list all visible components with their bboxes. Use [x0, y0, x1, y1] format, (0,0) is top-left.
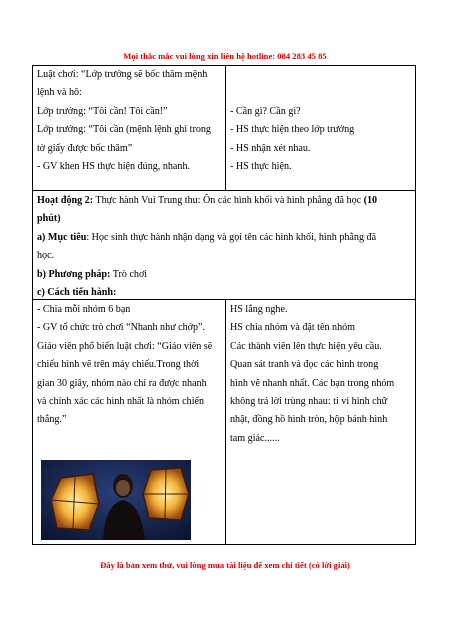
text-line: - HS thực hiện theo lớp trưởng: [230, 124, 355, 136]
activity-duration: phút): [37, 213, 61, 225]
text-line: - GV tổ chức trò chơi “Nhanh như chớp”.: [37, 322, 206, 334]
text-line: Quan sát tranh và đọc các hình trong: [230, 359, 379, 371]
text-line: - Chia mỗi nhóm 6 bạn: [37, 304, 131, 315]
student-activity-cell: [230, 301, 414, 448]
activity-block: [37, 192, 413, 302]
lesson-table: [32, 65, 416, 545]
text-line: Lớp trưởng: “Tôi cần! Tôi cần!”: [37, 105, 168, 117]
text-line: và chính xác các hình nhất là nhóm chiến: [37, 396, 205, 408]
activity-title: Hoạt động 2: Thực hành Vui Trung thu: Ôn các hình khối và hình phẳng đã học (10: [37, 195, 378, 206]
method-line: b) Phương pháp: Trò chơi: [37, 268, 148, 280]
procedure-heading: c) Cách tiến hành:: [37, 287, 117, 299]
text-line: gian 30 giây, nhóm nào chỉ ra được nhanh: [37, 377, 207, 389]
text-line: hình vẽ nhanh nhất. Các bạn trong nhóm: [230, 377, 395, 389]
text-line: - GV khen HS thực hiện đúng, nhanh.: [37, 161, 191, 173]
text-line: nhật, đồng hồ hình tròn, hộp bánh hình: [230, 414, 388, 426]
text-line: HS chia nhóm và đặt tên nhóm: [230, 322, 356, 334]
teacher-activity-cell: [37, 301, 223, 430]
objective-line: a) Mục tiêu: Học sinh thực hành nhận dạng và gọi tên các hình khối, hình phẳng đã: [37, 231, 377, 243]
text-line: Luật chơi: “Lớp trưởng sẽ bốc thăm mệnh: [37, 69, 208, 80]
preview-notice: Đây là bản xem thử, vui lòng mua tài liệu để xem chi tiết (có lời giải): [100, 560, 350, 570]
text-line: Các thành viên lên thực hiện yêu cầu.: [230, 340, 382, 352]
text-line: HS lắng nghe.: [230, 304, 288, 315]
rules-cell: [37, 66, 223, 176]
text-line: tam giác......: [230, 432, 280, 444]
text-line: không trả lời trùng nhau: ti vi hình chữ: [230, 396, 388, 408]
text-line: Lớp trưởng: “Tôi cần (mệnh lệnh ghi trong: [37, 124, 211, 136]
text-line: - Cần gì? Cần gì?: [230, 106, 301, 117]
text-line: - HS nhận xét nhau.: [230, 142, 311, 154]
text-line: chiếu hình vẽ trên máy chiếu.Trong thời: [37, 359, 200, 371]
student-response-cell: [230, 103, 414, 177]
column-divider: [225, 66, 226, 190]
column-divider: [225, 299, 226, 545]
text-line: - HS thực hiện.: [230, 161, 292, 173]
text-line: lệnh và hô:: [37, 87, 82, 99]
text-line: tờ giấy được bốc thăm”: [37, 142, 133, 154]
text-line: Giáo viên phổ biến luật chơi: “Giáo viên sẽ: [37, 340, 213, 352]
hotline-banner: Mọi thắc mắc vui lòng xin liên hệ hotline: 084 283 45 85: [123, 51, 327, 61]
objective-line: học.: [37, 250, 55, 262]
row-divider: [33, 190, 415, 191]
lantern-photo: [41, 460, 191, 540]
text-line: thắng.”: [37, 414, 67, 426]
